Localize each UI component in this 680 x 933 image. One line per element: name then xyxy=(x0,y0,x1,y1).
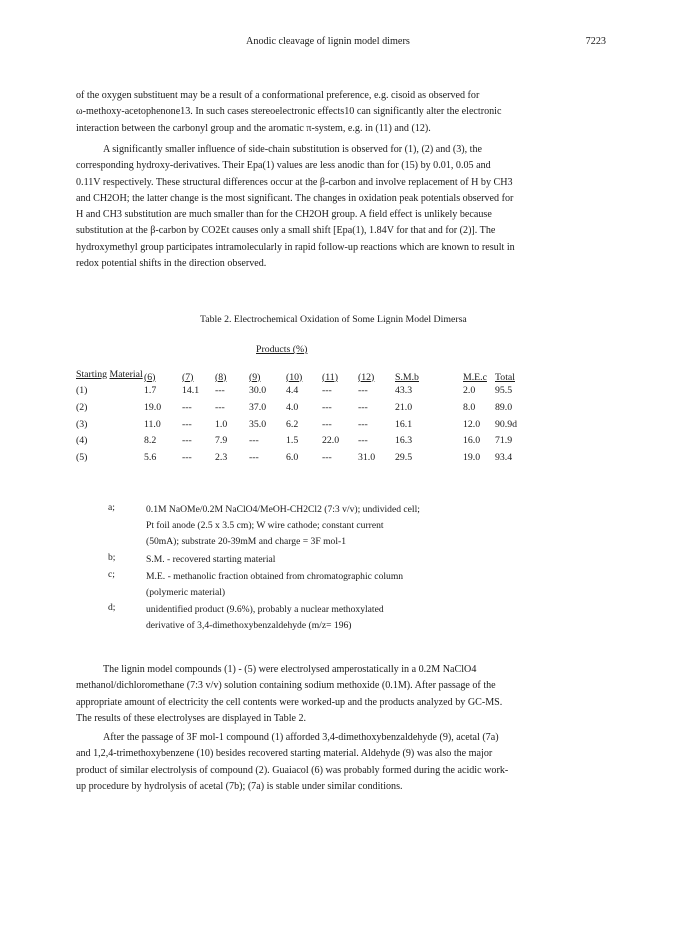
page-header xyxy=(76,36,606,50)
table-cell: --- xyxy=(358,401,368,413)
table-cell: 4.0 xyxy=(286,401,299,413)
table-footnotes xyxy=(108,502,420,636)
column-header: (6) xyxy=(144,371,156,383)
text-line: hydroxymethyl group participates intramolecularly in rapid follow-up reactions which are known to result in xyxy=(76,241,515,253)
text-line: and CH2OH; the latter change is the most significant. The changes in oxidation peak potentials observed for xyxy=(76,192,514,204)
column-header: Total xyxy=(495,371,515,383)
table-cell: 29.5 xyxy=(395,451,413,463)
table-cell: --- xyxy=(322,451,332,463)
paragraph-conformation xyxy=(76,88,606,137)
table-cell: 43.3 xyxy=(395,385,413,397)
column-header: (11) xyxy=(322,371,338,383)
table-cell: 1.5 xyxy=(286,435,299,447)
table-cell: 89.0 xyxy=(495,401,513,413)
table-cell: --- xyxy=(249,435,259,447)
table-cell: 6.2 xyxy=(286,418,299,430)
table-cell: 90.9d xyxy=(495,418,518,430)
table-cell: 8.0 xyxy=(463,401,476,413)
table-cell: --- xyxy=(182,418,192,430)
column-header: (8) xyxy=(215,371,227,383)
table-cell: 11.0 xyxy=(144,418,161,430)
table-cell: 21.0 xyxy=(395,401,413,413)
table-caption: Table 2. Electrochemical Oxidation of Some Lignin Model Dimersa xyxy=(200,314,467,325)
text-line: up procedure by hydrolysis of acetal (7b); (7a) is stable under similar conditions. xyxy=(76,780,403,792)
table-cell: --- xyxy=(322,401,332,413)
footnote-key: b; xyxy=(108,551,116,563)
table-cell: 16.3 xyxy=(395,435,413,447)
footnote-line: (50mA); substrate 20-39mM and charge = 3F mol-1 xyxy=(146,536,347,548)
starting-material-header: Starting Material xyxy=(76,368,143,380)
footnote-a xyxy=(108,502,420,551)
table-cell: 6.0 xyxy=(286,451,299,463)
table-row xyxy=(76,383,529,400)
table-cell: 16.0 xyxy=(463,435,481,447)
footnote-line: Pt foil anode (2.5 x 3.5 cm); W wire cathode; constant current xyxy=(146,520,384,532)
paragraph-electrolysis xyxy=(76,662,606,727)
table-cell: 71.9 xyxy=(495,435,513,447)
table-cell: --- xyxy=(358,435,368,447)
table-cell: --- xyxy=(322,418,332,430)
text-line: ω-methoxy-acetophenone13. In such cases stereoelectronic effects10 can significantly alter the electronic xyxy=(76,106,502,118)
table-cell: 19.0 xyxy=(144,401,162,413)
table-cell: 30.0 xyxy=(249,385,267,397)
text-line: of the oxygen substituent may be a result of a conformational preference, e.g. cisoid as observed for xyxy=(76,90,480,101)
table-cell: 12.0 xyxy=(463,418,481,430)
row-label: (4) xyxy=(76,435,88,447)
page-number: 7223 xyxy=(585,36,606,47)
table-cell: --- xyxy=(182,451,192,463)
text-line: redox potential shifts in the direction observed. xyxy=(76,258,267,270)
paragraph-side-chain xyxy=(76,142,606,272)
footnote-line: unidentified product (9.6%), probably a nuclear methoxylated xyxy=(146,604,384,616)
footnote-line: S.M. - recovered starting material xyxy=(146,553,276,565)
table-cell: --- xyxy=(182,435,192,447)
table-cell: 14.1 xyxy=(182,385,200,397)
table-cell: --- xyxy=(215,385,225,397)
table-cell: --- xyxy=(322,385,332,397)
table-cell: 19.0 xyxy=(463,451,481,463)
table-cell: 22.0 xyxy=(322,435,340,447)
table-cell: 93.4 xyxy=(495,451,513,463)
text-line: 0.11V respectively. These structural differences occur at the β-carbon and involve replacement of H by CH3 xyxy=(76,176,513,188)
row-label: (3) xyxy=(76,418,88,430)
table-cell: 4.4 xyxy=(286,385,299,397)
table-cell: 1.0 xyxy=(215,418,228,430)
table-header-row xyxy=(76,366,529,383)
text-line: A significantly smaller influence of side-chain substitution is observed for (1), (2) and (3), the xyxy=(103,144,482,155)
table-cell: 37.0 xyxy=(249,401,267,413)
table-cell: 95.5 xyxy=(495,385,513,397)
text-line: and 1,2,4-trimethoxybenzene (10) besides recovered starting material. Aldehyde (9) was also the major xyxy=(76,748,493,760)
row-label: (1) xyxy=(76,385,88,397)
table-cell: --- xyxy=(182,401,192,413)
table-body xyxy=(76,383,529,466)
table-cell: 2.3 xyxy=(215,451,228,463)
text-line: substitution at the β-carbon by CO2Et causes only a small shift [Epa(1), 1.84V for that and for (2)]. The xyxy=(76,225,496,237)
column-header: (12) xyxy=(358,371,375,383)
column-header: (7) xyxy=(182,371,194,383)
footnote-key: c; xyxy=(108,568,115,580)
text-line: corresponding hydroxy-derivatives. Their Epa(1) values are less anodic than for (15) by 0.01, 0.05 and xyxy=(76,160,491,172)
footnote-line: (polymeric material) xyxy=(146,587,226,599)
footnote-line: M.E. - methanolic fraction obtained from chromatographic column xyxy=(146,570,404,582)
row-label: (5) xyxy=(76,451,88,463)
text-line: The lignin model compounds (1) - (5) were electrolysed amperostatically in a 0.2M NaClO4 xyxy=(103,664,477,675)
text-line: methanol/dichloromethane (7:3 v/v) solution containing sodium methoxide (0.1M). After passage of the xyxy=(76,680,496,692)
footnote-line: derivative of 3,4-dimethoxybenzaldehyde (m/z= 196) xyxy=(146,620,352,632)
table-cell: 7.9 xyxy=(215,435,228,447)
footnote-key: a; xyxy=(108,502,115,513)
table-row xyxy=(76,432,529,449)
table-cell: 31.0 xyxy=(358,451,376,463)
footnote-c xyxy=(108,569,420,601)
products-heading: Products (%) xyxy=(256,344,308,355)
column-header: S.M.b xyxy=(395,371,419,383)
table-cell: 8.2 xyxy=(144,435,157,447)
column-header: M.E.c xyxy=(463,371,487,383)
footnote-d xyxy=(108,602,420,634)
table-cell: 1.7 xyxy=(144,385,157,397)
footnote-key: d; xyxy=(108,602,116,614)
table-cell: --- xyxy=(358,385,368,397)
row-label: (2) xyxy=(76,401,88,413)
table-cell: 35.0 xyxy=(249,418,267,430)
table-row xyxy=(76,399,529,416)
table-cell: --- xyxy=(215,401,225,413)
running-title: Anodic cleavage of lignin model dimers xyxy=(246,36,410,47)
footnote-line: 0.1M NaOMe/0.2M NaClO4/MeOH-CH2Cl2 (7:3 v/v); undivided cell; xyxy=(146,504,420,515)
table-cell: --- xyxy=(358,418,368,430)
column-header: (10) xyxy=(286,371,303,383)
table-row xyxy=(76,416,529,433)
table-cell: 2.0 xyxy=(463,385,476,397)
results-table xyxy=(76,366,529,466)
text-line: The results of these electrolyses are displayed in Table 2. xyxy=(76,712,307,724)
text-line: After the passage of 3F mol-1 compound (1) afforded 3,4-dimethoxybenzaldehyde (9), acetal (7a) xyxy=(103,732,499,743)
text-line: H and CH3 substitution are much smaller than for the CH2OH group. A field effect is unlikely because xyxy=(76,209,492,221)
table-cell: 16.1 xyxy=(395,418,413,430)
table-cell: 5.6 xyxy=(144,451,157,463)
footnote-b xyxy=(108,552,420,568)
text-line: interaction between the carbonyl group and the aromatic π-system, e.g. in (11) and (12). xyxy=(76,122,431,134)
table-row xyxy=(76,449,529,466)
paragraph-products xyxy=(76,730,606,795)
text-line: product of similar electrolysis of compound (2). Guaiacol (6) was probably formed during the acidic work- xyxy=(76,764,509,776)
text-line: appropriate amount of electricity the cell contents were worked-up and the products analyzed by GC-MS. xyxy=(76,696,503,708)
column-header: (9) xyxy=(249,371,261,383)
table-cell: --- xyxy=(249,451,259,463)
